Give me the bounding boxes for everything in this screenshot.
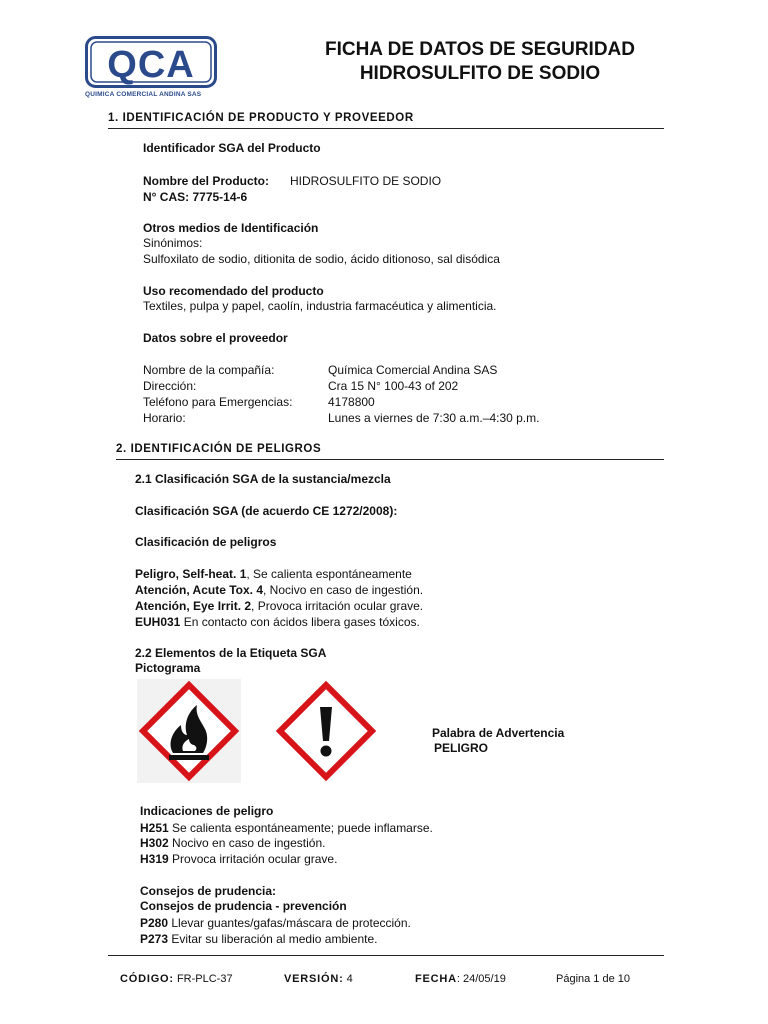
hazard-code: H251 (140, 821, 169, 835)
hazard-code: H302 (140, 836, 169, 850)
hazard-bold: Atención, Eye Irrit. 2 (135, 599, 252, 613)
hazard-bold: Peligro, Self-heat. 1 (135, 567, 247, 581)
title-line-2: HIDROSULFITO DE SODIO (359, 63, 601, 84)
synonyms-label: Sinónimos: (143, 236, 203, 250)
section-2-rule (116, 459, 664, 460)
pictogram-label: Pictograma (135, 661, 201, 675)
footer-code (120, 973, 233, 985)
title-line-1: FICHA DE DATOS DE SEGURIDAD (324, 39, 635, 60)
flame-icon (137, 679, 241, 783)
supplier-label-company: Nombre de la compañía: (143, 363, 275, 377)
hazard-bold: Atención, Acute Tox. 4 (135, 583, 264, 597)
other-means-title: Otros medios de Identificación (143, 221, 319, 235)
hazard-statements-title: Indicaciones de peligro (140, 804, 274, 818)
footer-code-label: CÓDIGO: (120, 973, 174, 985)
hazard-statement-text: Se calienta espontáneamente; puede inflamarse. (168, 821, 433, 835)
company-logo (85, 36, 217, 88)
hazard-bold: EUH031 (135, 615, 181, 629)
document-title (290, 38, 670, 86)
precautionary-title: Consejos de prudencia: (140, 884, 277, 898)
precautionary-statement (140, 931, 377, 947)
hazard-text: En contacto con ácidos libera gases tóxicos. (180, 615, 420, 629)
cas-number: N° CAS: 7775-14-6 (143, 190, 248, 204)
exclamation-icon (274, 679, 378, 783)
hazard-statement (140, 835, 325, 851)
precautionary-code: P273 (140, 932, 169, 946)
synonyms-text: Sulfoxilato de sodio, ditionita de sodio, ácido ditionoso, sal disódica (143, 252, 500, 266)
sga-classification: Clasificación SGA (de acuerdo CE 1272/2008): (135, 504, 398, 518)
section-1-rule (108, 128, 664, 129)
precautionary-text: Llevar guantes/gafas/máscara de protección. (168, 916, 411, 930)
section-1-heading: 1. IDENTIFICACIÓN DE PRODUCTO Y PROVEEDOR (108, 112, 414, 124)
footer-version-label: VERSIÓN: (284, 973, 344, 985)
supplier-value-company: Química Comercial Andina SAS (328, 363, 498, 377)
recommended-use-title: Uso recomendado del producto (143, 284, 324, 298)
sga-identifier: Identificador SGA del Producto (143, 141, 321, 155)
recommended-use-text: Textiles, pulpa y papel, caolín, industria farmacéutica y alimenticia. (143, 299, 497, 313)
supplier-label-phone: Teléfono para Emergencias: (143, 395, 293, 409)
supplier-value-hours: Lunes a viernes de 7:30 a.m.–4:30 p.m. (328, 411, 540, 425)
supplier-value-phone: 4178800 (328, 395, 375, 409)
precautionary-statement (140, 915, 411, 931)
hazard-statement (140, 820, 433, 836)
precautionary-text: Evitar su liberación al medio ambiente. (168, 932, 378, 946)
footer-version (284, 973, 353, 985)
logo-text: QCA (107, 44, 195, 86)
supplier-label-hours: Horario: (143, 411, 186, 425)
signal-word-label: Palabra de Advertencia (432, 726, 565, 740)
logo-subtitle: QUIMICA COMERCIAL ANDINA SAS (85, 91, 202, 98)
hazard-statement (140, 851, 337, 867)
subsection-2-1: 2.1 Clasificación SGA de la sustancia/mezcla (135, 472, 391, 486)
product-name-label: Nombre del Producto: (143, 174, 270, 188)
supplier-title: Datos sobre el proveedor (143, 331, 288, 345)
prevention-title: Consejos de prudencia - prevención (140, 899, 347, 913)
footer-version-value: 4 (343, 973, 353, 985)
hazard-line (135, 598, 423, 614)
footer-date-value: : 24/05/19 (456, 973, 506, 985)
hazard-line (135, 582, 423, 598)
footer-date-label: FECHA (415, 973, 457, 985)
footer-date (415, 973, 506, 985)
product-name-value: HIDROSULFITO DE SODIO (290, 174, 442, 188)
precautionary-code: P280 (140, 916, 169, 930)
hazard-line (135, 566, 412, 582)
footer-code-value: FR-PLC-37 (173, 973, 233, 985)
hazard-classification-title: Clasificación de peligros (135, 535, 277, 549)
subsection-2-2: 2.2 Elementos de la Etiqueta SGA (135, 646, 327, 660)
hazard-code: H319 (140, 852, 169, 866)
supplier-label-address: Dirección: (143, 379, 197, 393)
section-2-heading: 2. IDENTIFICACIÓN DE PELIGROS (116, 443, 322, 455)
hazard-text: , Se calienta espontáneamente (246, 567, 412, 581)
signal-word: PELIGRO (434, 741, 489, 755)
hazard-line (135, 614, 420, 630)
footer-rule (108, 955, 664, 956)
supplier-value-address: Cra 15 N° 100-43 of 202 (328, 379, 459, 393)
footer-page: Página 1 de 10 (556, 973, 631, 985)
hazard-statement-text: Nocivo en caso de ingestión. (168, 836, 326, 850)
hazard-text: , Nocivo en caso de ingestión. (263, 583, 424, 597)
hazard-statement-text: Provoca irritación ocular grave. (168, 852, 338, 866)
hazard-text: , Provoca irritación ocular grave. (251, 599, 424, 613)
